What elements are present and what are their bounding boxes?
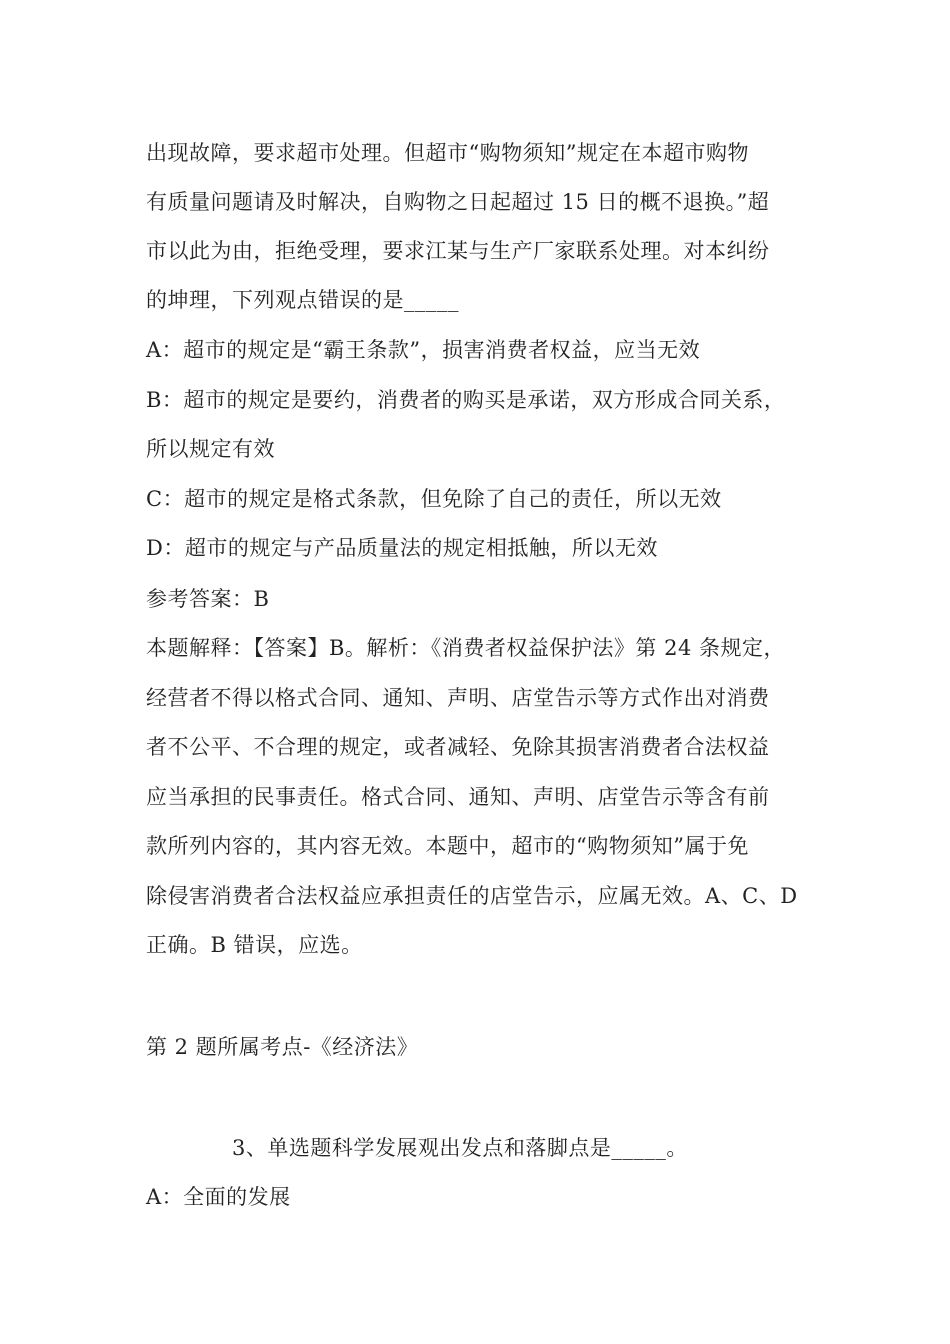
question-3-option-a: A：全面的发展	[146, 1185, 291, 1209]
explanation-line-2: 经营者不得以格式合同、通知、声明、店堂告示等方式作出对消费	[146, 686, 770, 710]
question-stem-line-1: 出现故障，要求超市处理。但超市“购物须知”规定在本超市购物	[146, 141, 749, 165]
option-a: A：超市的规定是“霸王条款”，损害消费者权益，应当无效	[146, 338, 701, 362]
question-3-stem: 3、单选题科学发展观出发点和落脚点是_____。	[232, 1136, 688, 1160]
option-d: D：超市的规定与产品质量法的规定相抵触，所以无效	[146, 536, 658, 560]
explanation-line-7: 正确。B 错误，应选。	[146, 933, 363, 957]
option-b-line-1: B：超市的规定是要约，消费者的购买是承诺，双方形成合同关系，	[146, 388, 786, 412]
question-stem-line-2: 有质量问题请及时解决，自购物之日起超过 15 日的概不退换。”超	[146, 190, 770, 214]
explanation-line-5: 款所列内容的，其内容无效。本题中，超市的“购物须知”属于免	[146, 834, 749, 858]
explanation-line-1: 本题解释：【答案】B。解析：《消费者权益保护法》第 24 条规定，	[146, 636, 786, 660]
explanation-line-4: 应当承担的民事责任。格式合同、通知、声明、店堂告示等含有前	[146, 785, 770, 809]
reference-answer: 参考答案：B	[146, 587, 270, 611]
explanation-line-6: 除侵害消费者合法权益应承担责任的店堂告示，应属无效。A、C、D	[146, 884, 798, 908]
option-c: C：超市的规定是格式条款，但免除了自己的责任，所以无效	[146, 487, 722, 511]
question-stem-line-4: 的坤理，下列观点错误的是_____	[146, 288, 459, 312]
question-stem-line-3: 市以此为由，拒绝受理，要求江某与生产厂家联系处理。对本纠纷	[146, 239, 770, 263]
question-2-topic: 第 2 题所属考点-《经济法》	[146, 1035, 419, 1059]
explanation-line-3: 者不公平、不合理的规定，或者减轻、免除其损害消费者合法权益	[146, 735, 770, 759]
option-b-line-2: 所以规定有效	[146, 437, 275, 461]
